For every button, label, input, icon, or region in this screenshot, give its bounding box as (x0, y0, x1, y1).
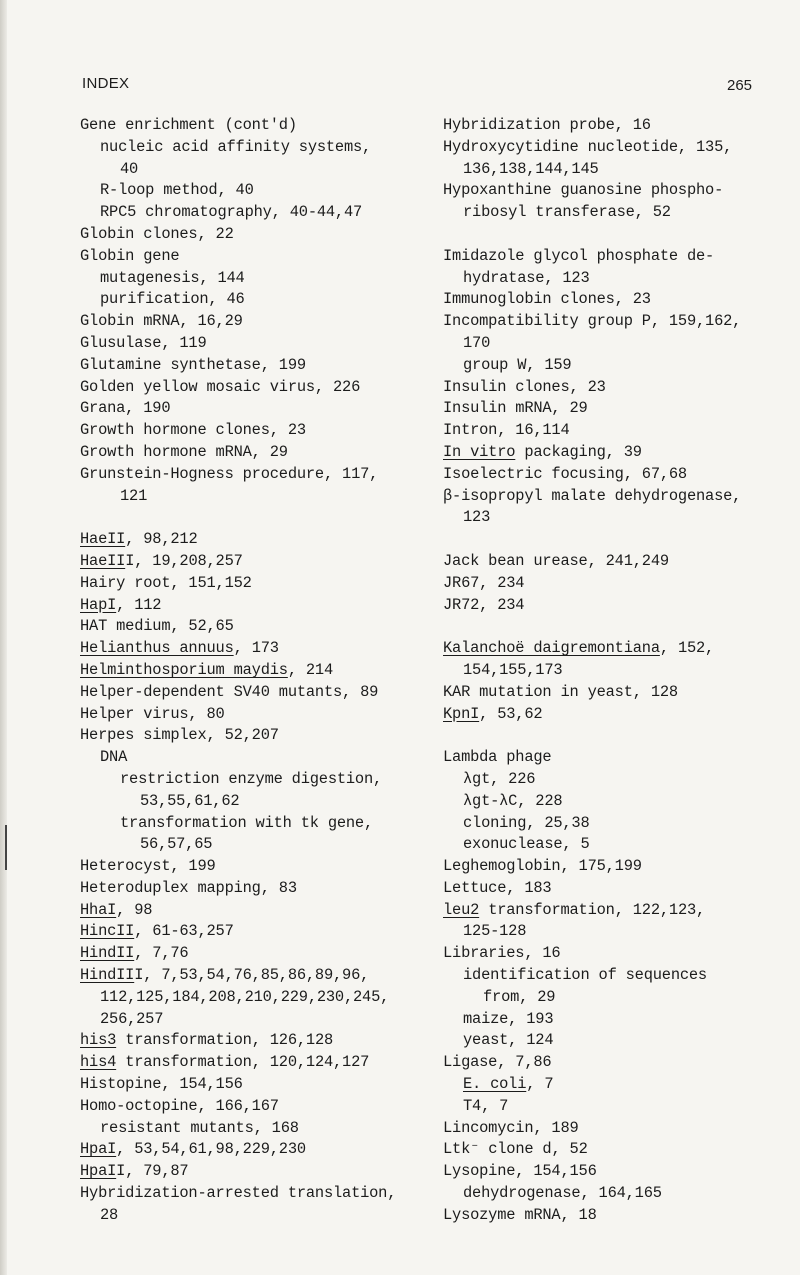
index-entry: Glusulase, 119 (80, 333, 207, 352)
index-entry: Gene enrichment (cont'd) (80, 116, 297, 134)
index-entry: Golden yellow mosaic virus, 226 (80, 377, 361, 396)
underlined-term: HindII (80, 966, 135, 985)
index-subentry: exonuclease, 5 (463, 835, 590, 854)
index-entry: Lysopine, 154,156 (443, 1162, 597, 1181)
underlined-term: Helminthosporium maydis (80, 660, 288, 679)
index-subentry: λgt, 226 (463, 769, 536, 788)
underlined-term: KpnI (443, 704, 480, 723)
index-subentry: maize, 193 (463, 1009, 554, 1028)
index-entry: Isoelectric focusing, 67,68 (443, 464, 687, 483)
underlined-term: HpaI (80, 1140, 117, 1159)
index-entry: In vitro packaging, 39 (443, 442, 642, 461)
index-subentry: 112,125,184,208,210,229,230,245, (100, 987, 390, 1006)
index-entry: Helper-dependent SV40 mutants, 89 (80, 682, 379, 701)
underlined-term: Helianthus annuus (80, 639, 234, 658)
index-entry: Hairy root, 151,152 (80, 573, 252, 592)
index-subentry: 170 (463, 333, 491, 352)
index-subentry: R-loop method, 40 (100, 181, 254, 200)
index-entry: Helper virus, 80 (80, 704, 225, 723)
index-entry: Hydroxycytidine nucleotide, 135, (443, 137, 733, 156)
underlined-term: his4 (80, 1053, 117, 1072)
index-subentry: RPC5 chromatography, 40-44,47 (100, 203, 363, 222)
index-entry: JR67, 234 (443, 573, 525, 592)
index-entry: Lambda phage (443, 748, 552, 767)
index-entry: Hybridization probe, 16 (443, 116, 651, 134)
index-entry: Heterocyst, 199 (80, 857, 216, 876)
index-subentry: 56,57,65 (140, 835, 213, 854)
index-subentry: nucleic acid affinity systems, (100, 137, 372, 156)
index-subentry: from, 29 (483, 987, 556, 1006)
entry-spacer (443, 616, 788, 638)
index-column-right (443, 115, 788, 1227)
entry-spacer (443, 529, 788, 551)
index-entry: Insulin clones, 23 (443, 377, 606, 396)
index-subentry: group W, 159 (463, 355, 572, 374)
index-entry: HindIII, 7,53,54,76,85,86,89,96, (80, 966, 370, 985)
index-entry: KpnI, 53,62 (443, 704, 543, 723)
page-edge (0, 0, 7, 1275)
index-subentry: ribosyl transferase, 52 (463, 203, 671, 222)
index-entry: Immunoglobin clones, 23 (443, 290, 651, 309)
index-subentry: λgt-λC, 228 (463, 791, 563, 810)
index-subentry: resistant mutants, 168 (100, 1118, 299, 1137)
index-subentry: 125-128 (463, 922, 527, 941)
index-entry: Growth hormone mRNA, 29 (80, 442, 288, 461)
underlined-term: leu2 (443, 900, 480, 919)
index-entry: his4 transformation, 120,124,127 (80, 1053, 370, 1072)
index-entry: Globin gene (80, 246, 180, 265)
binding-mark (5, 825, 7, 870)
index-subentry: cloning, 25,38 (463, 813, 590, 832)
index-entry: Ligase, 7,86 (443, 1053, 552, 1072)
index-column-left (80, 115, 440, 1227)
index-entry: Lincomycin, 189 (443, 1118, 579, 1137)
index-entry: Hybridization-arrested translation, (80, 1184, 397, 1203)
entry-spacer (80, 507, 440, 529)
index-subentry: dehydrogenase, 164,165 (463, 1184, 662, 1203)
index-entry: Insulin mRNA, 29 (443, 399, 588, 418)
index-subentry: 28 (100, 1205, 119, 1224)
index-entry: Helianthus annuus, 173 (80, 639, 279, 658)
index-subentry: restriction enzyme digestion, (120, 769, 383, 788)
index-entry: Helminthosporium maydis, 214 (80, 660, 334, 679)
page-number: 265 (727, 77, 753, 94)
index-entry: Imidazole glycol phosphate de- (443, 246, 715, 265)
index-entry: Libraries, 16 (443, 944, 561, 963)
index-subentry: 53,55,61,62 (140, 791, 240, 810)
entry-spacer (443, 224, 788, 246)
underlined-term: In vitro (443, 442, 516, 461)
index-entry: leu2 transformation, 122,123, (443, 900, 706, 919)
index-subentry: identification of sequences (463, 966, 707, 985)
index-entry: Homo-octopine, 166,167 (80, 1096, 279, 1115)
underlined-term: HincII (80, 922, 135, 941)
index-subentry: 121 (120, 486, 148, 505)
index-subentry: transformation with tk gene, (120, 813, 374, 832)
index-entry: Leghemoglobin, 175,199 (443, 857, 642, 876)
index-subentry: 136,138,144,145 (463, 159, 599, 178)
index-entry: Globin mRNA, 16,29 (80, 312, 243, 331)
index-subentry: 256,257 (100, 1009, 164, 1028)
running-head: INDEX (82, 75, 130, 92)
index-entry: KAR mutation in yeast, 128 (443, 682, 678, 701)
index-entry: Herpes simplex, 52,207 (80, 726, 279, 745)
index-subentry: hydratase, 123 (463, 268, 590, 287)
index-entry: Grunstein-Hogness procedure, 117, (80, 464, 379, 483)
underlined-term: E. coli (463, 1075, 527, 1094)
index-entry: HaeIII, 19,208,257 (80, 551, 243, 570)
index-subentry: 154,155,173 (463, 660, 563, 679)
index-subentry: E. coli, 7 (463, 1075, 554, 1094)
underlined-term: HapI (80, 595, 117, 614)
index-entry: HAT medium, 52,65 (80, 617, 234, 636)
index-entry: his3 transformation, 126,128 (80, 1031, 334, 1050)
index-entry: Histopine, 154,156 (80, 1075, 243, 1094)
index-entry: β-isopropyl malate dehydrogenase, (443, 486, 742, 505)
index-entry: HaeII, 98,212 (80, 530, 198, 549)
index-subentry: yeast, 124 (463, 1031, 554, 1050)
index-entry: Kalanchoë daigremontiana, 152, (443, 639, 715, 658)
index-subentry: mutagenesis, 144 (100, 268, 245, 287)
index-entry: HindII, 7,76 (80, 944, 189, 963)
index-entry: HhaI, 98 (80, 900, 153, 919)
index-entry: Incompatibility group P, 159,162, (443, 312, 742, 331)
index-entry: Intron, 16,114 (443, 421, 570, 440)
index-entry: Jack bean urease, 241,249 (443, 551, 669, 570)
underlined-term: Kalanchoë daigremontiana (443, 639, 660, 658)
underlined-term: HpaI (80, 1162, 117, 1181)
index-entry: JR72, 234 (443, 595, 525, 614)
index-entry: Hypoxanthine guanosine phospho- (443, 181, 724, 200)
index-entry: Lysozyme mRNA, 18 (443, 1205, 597, 1224)
index-entry: Globin clones, 22 (80, 224, 234, 243)
index-entry: Grana, 190 (80, 399, 171, 418)
index-subentry: purification, 46 (100, 290, 245, 309)
index-subentry: 40 (120, 159, 139, 178)
index-subentry: DNA (100, 748, 128, 767)
index-entry: Heteroduplex mapping, 83 (80, 878, 297, 897)
index-entry: HpaII, 79,87 (80, 1162, 189, 1181)
index-entry: Growth hormone clones, 23 (80, 421, 306, 440)
underlined-term: his3 (80, 1031, 117, 1050)
index-entry: HpaI, 53,54,61,98,229,230 (80, 1140, 306, 1159)
underlined-term: HaeII (80, 551, 126, 570)
index-subentry: 123 (463, 508, 491, 527)
entry-spacer (443, 725, 788, 747)
index-subentry: T4, 7 (463, 1096, 509, 1115)
underlined-term: HhaI (80, 900, 117, 919)
underlined-term: HindII (80, 944, 135, 963)
index-entry: HapI, 112 (80, 595, 162, 614)
underlined-term: HaeII (80, 530, 126, 549)
index-entry: Lettuce, 183 (443, 878, 552, 897)
index-entry: Ltk⁻ clone d, 52 (443, 1140, 588, 1159)
index-entry: Glutamine synthetase, 199 (80, 355, 306, 374)
index-entry: HincII, 61-63,257 (80, 922, 234, 941)
